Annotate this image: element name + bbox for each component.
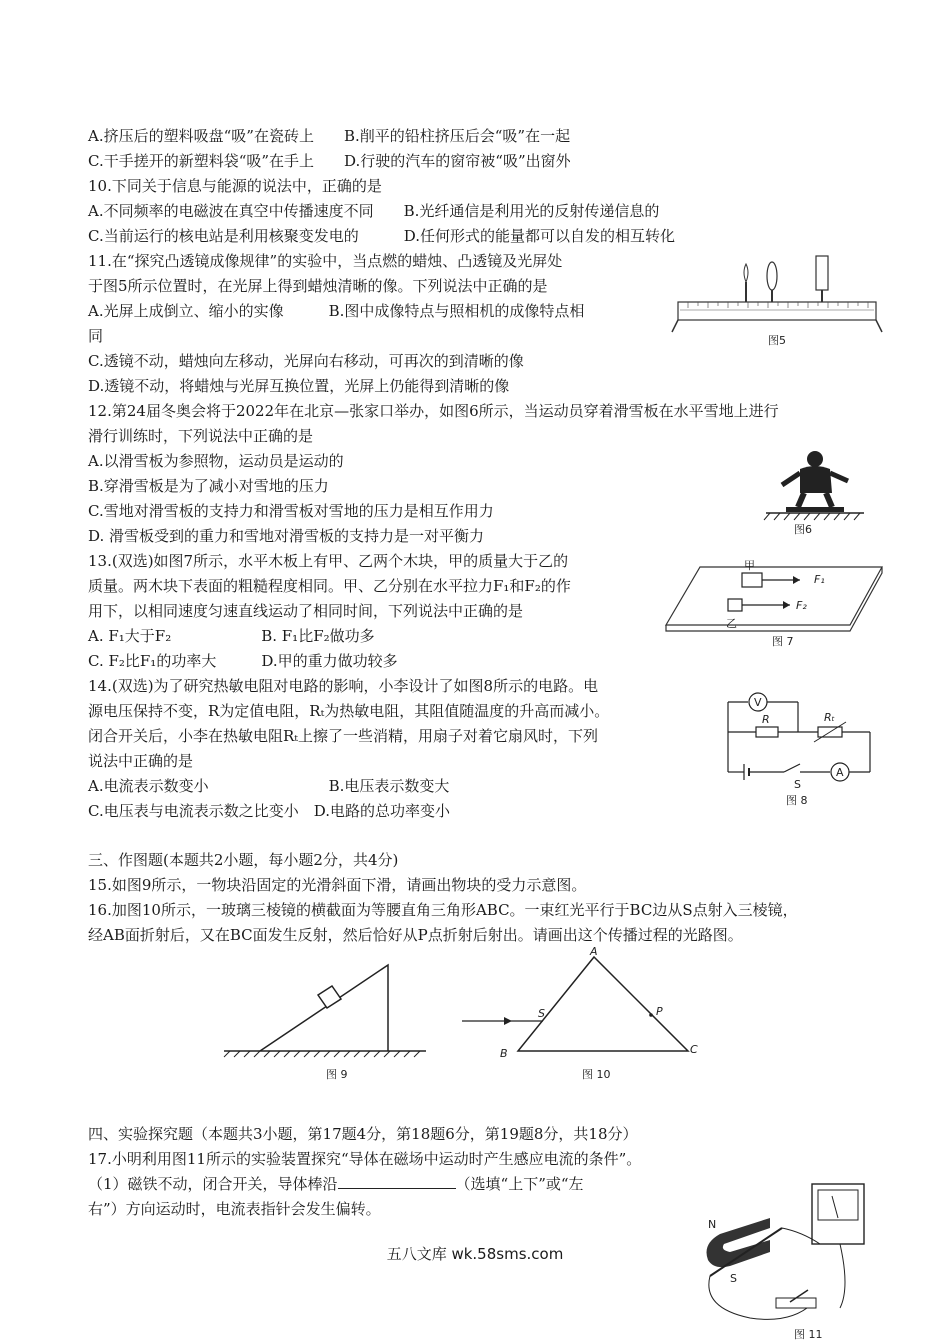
text-line: D. 滑雪板受到的重力和雪地对滑雪板的支持力是一对平衡力 bbox=[88, 527, 485, 545]
figure-8-rt-label: Rₜ bbox=[824, 711, 835, 724]
text-line: B.穿滑雪板是为了减小对雪地的压力 bbox=[88, 477, 329, 495]
text-line: 15.如图9所示，一物块沿固定的光滑斜面下滑，请画出物块的受力示意图。 bbox=[88, 876, 587, 894]
figure-7-label-yi: 乙 bbox=[726, 617, 737, 630]
text-line: 滑行训练时，下列说法中正确的是 bbox=[88, 427, 314, 445]
figure-7-label-f1: F₁ bbox=[814, 573, 825, 586]
figure-10-point-s: S bbox=[538, 1007, 545, 1020]
figure-8-caption: 图 8 bbox=[786, 794, 808, 807]
figure-10-point-p: P bbox=[656, 1005, 663, 1018]
figure-7-label-jia: 甲 bbox=[744, 559, 755, 572]
fill-blank-prefix: （1）磁铁不动，闭合开关，导体棒沿 bbox=[88, 1175, 338, 1193]
text-line: 17.小明利用图11所示的实验装置探究“导体在磁场中运动时产生感应电流的条件”。 bbox=[88, 1150, 642, 1168]
section-heading: 四、实验探究题（本题共3小题，第17题4分，第18题6分，第19题8分，共18分） bbox=[88, 1125, 638, 1143]
figure-11-caption: 图 11 bbox=[794, 1328, 823, 1341]
figure-8-r-label: R bbox=[762, 713, 770, 726]
figure-10-vertex-c: C bbox=[690, 1043, 698, 1056]
text-line: C.透镜不动，蜡烛向左移动，光屏向右移动，可再次的到清晰的像 bbox=[88, 352, 524, 370]
text-line: 12.第24届冬奥会将于2022年在北京—张家口举办，如图6所示，当运动员穿着滑雪板在水平雪地上进行 bbox=[88, 402, 779, 420]
figure-5-caption: 图5 bbox=[768, 334, 786, 347]
figure-11-magnet-n: N bbox=[708, 1218, 717, 1231]
text-line: 右”）方向运动时，电流表指针会发生偏转。 bbox=[88, 1200, 381, 1218]
figure-8-switch-label: S bbox=[794, 778, 801, 791]
section-heading: 三、作图题(本题共2小题，每小题2分，共4分) bbox=[88, 851, 399, 869]
figure-7-blocks bbox=[660, 555, 885, 650]
text-line: 14.(双选)为了研究热敏电阻对电路的影响，小李设计了如图8所示的电路。电 bbox=[88, 677, 599, 695]
text-line: A.光屏上成倒立、缩小的实像 B.图中成像特点与照相机的成像特点相 bbox=[88, 302, 585, 320]
page-footer-watermark: 五八文库 wk.58sms.com bbox=[386, 1245, 564, 1263]
answer-blank[interactable] bbox=[338, 1174, 456, 1189]
text-line: A.电流表示数变小 B.电压表示数变大 bbox=[88, 777, 450, 795]
text-line: 同 bbox=[88, 327, 104, 345]
text-line: 11.在“探究凸透镜成像规律”的实验中，当点燃的蜡烛、凸透镜及光屏处 bbox=[88, 252, 563, 270]
text-line bbox=[88, 1174, 584, 1194]
text-line: D.透镜不动，将蜡烛与光屏互换位置，光屏上仍能得到清晰的像 bbox=[88, 377, 510, 395]
text-line: A.不同频率的电磁波在真空中传播速度不同 B.光纤通信是利用光的反射传递信息的 bbox=[88, 202, 660, 220]
text-line: 质量。两木块下表面的粗糙程度相同。甲、乙分别在水平拉力F₁和F₂的作 bbox=[88, 577, 571, 595]
text-line: 源电压保持不变，R为定值电阻，Rₜ为热敏电阻，其阻值随温度的升高而减小。 bbox=[88, 702, 610, 720]
text-line: 说法中正确的是 bbox=[88, 752, 194, 770]
text-line: 10.下同关于信息与能源的说法中，正确的是 bbox=[88, 177, 382, 195]
text-line: C.当前运行的核电站是利用核聚变发电的 D.任何形式的能量都可以自发的相互转化 bbox=[88, 227, 675, 245]
figure-8-voltmeter-label: V bbox=[754, 696, 762, 709]
text-line: A.挤压后的塑料吸盘“吸”在瓷砖上 B.削平的铅柱挤压后会“吸”在一起 bbox=[88, 127, 571, 145]
text-line: A.以滑雪板为参照物，运动员是运动的 bbox=[88, 452, 344, 470]
figure-7-label-f2: F₂ bbox=[796, 599, 807, 612]
text-line: C.雪地对滑雪板的支持力和滑雪板对雪地的压力是相互作用力 bbox=[88, 502, 494, 520]
figure-8-circuit bbox=[718, 690, 883, 810]
text-line: 16.加图10所示，一玻璃三棱镜的横截面为等腰直角三角形ABC。一束红光平行于BC边从S点射入三棱镜， bbox=[88, 901, 798, 919]
text-line: A. F₁大于F₂ B. F₁比F₂做功多 bbox=[88, 627, 375, 645]
figure-5-optical-bench bbox=[668, 250, 888, 350]
fill-blank-suffix: （选填“上下”或“左 bbox=[455, 1175, 584, 1193]
figure-10-vertex-a: A bbox=[590, 945, 598, 958]
text-line: C. F₂比F₁的功率大 D.甲的重力做功较多 bbox=[88, 652, 398, 670]
text-line: 于图5所示位置时，在光屏上得到蜡烛清晰的像。下列说法中正确的是 bbox=[88, 277, 548, 295]
figure-7-caption: 图 7 bbox=[772, 635, 794, 648]
text-line: C.电压表与电流表示数之比变小 D.电路的总功率变小 bbox=[88, 802, 450, 820]
text-line: 闭合开关后，小李在热敏电阻Rₜ上擦了一些消精，用扇子对着它扇风时，下列 bbox=[88, 727, 598, 745]
figure-9-caption: 图 9 bbox=[326, 1068, 348, 1081]
figure-10-vertex-b: B bbox=[500, 1047, 508, 1060]
text-line: 13.(双选)如图7所示，水平木板上有甲、乙两个木块，甲的质量大于乙的 bbox=[88, 552, 569, 570]
figures-9-10-panel bbox=[200, 945, 750, 1085]
figure-10-caption: 图 10 bbox=[582, 1068, 611, 1081]
figure-11-magnet-s: S bbox=[730, 1272, 737, 1285]
text-line: 经AB面折射后，又在BC面发生反射，然后恰好从P点折射后射出。请画出这个传播过程的光路图。 bbox=[88, 926, 743, 944]
figure-6-caption: 图6 bbox=[794, 523, 812, 536]
figure-8-ammeter-label: A bbox=[836, 766, 844, 779]
text-line: C.干手搓开的新塑料袋“吸”在手上 D.行驶的汽车的窗帘被“吸”出窗外 bbox=[88, 152, 571, 170]
figure-6-snowboarder bbox=[760, 445, 870, 545]
text-line: 用下，以相同速度匀速直线运动了相同时间，下列说法中正确的是 bbox=[88, 602, 524, 620]
